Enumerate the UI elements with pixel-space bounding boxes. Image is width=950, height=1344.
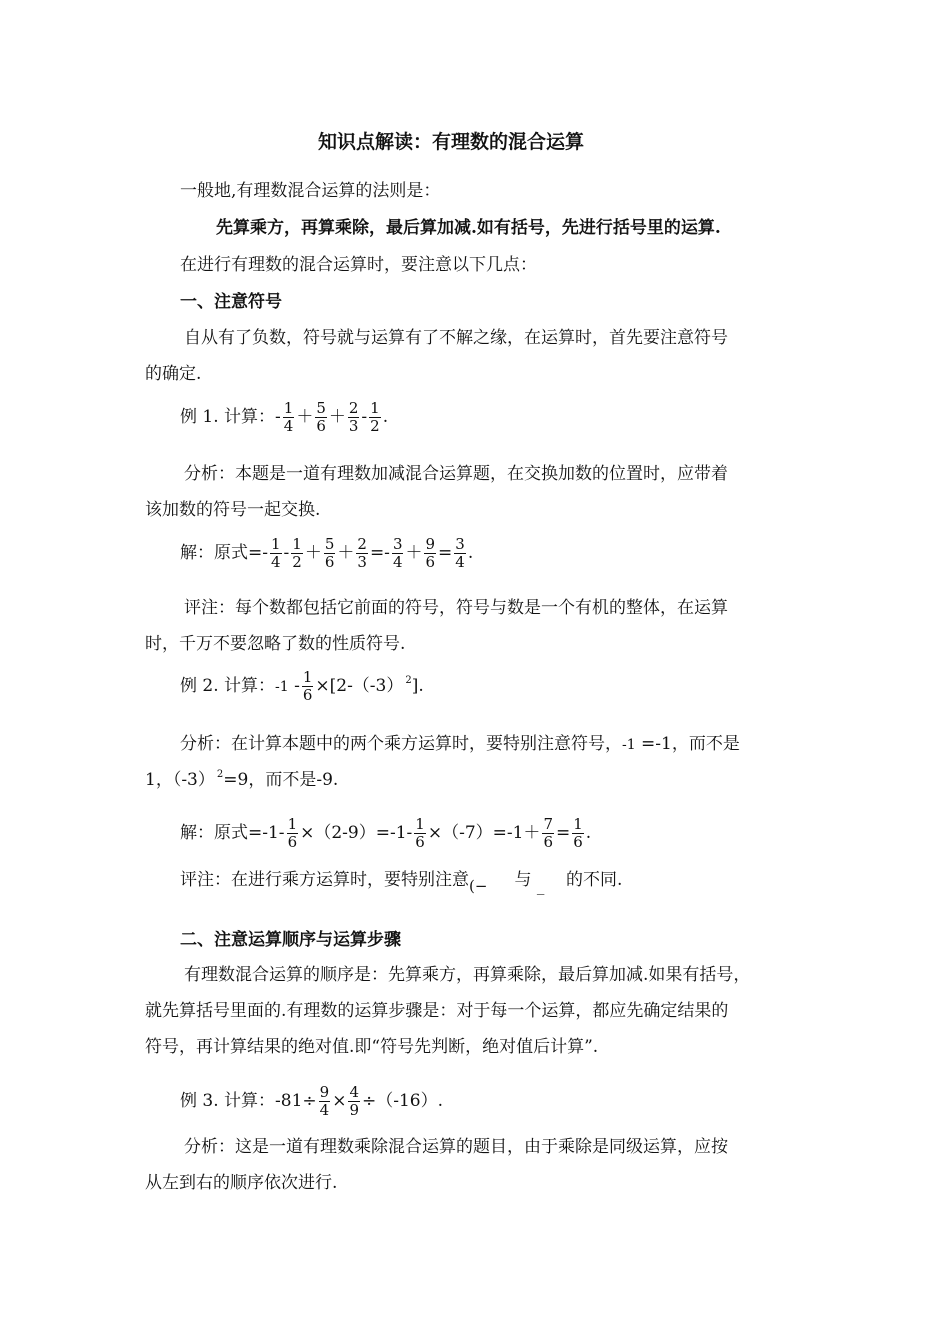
fraction: $\frac{1}{2}$ (292, 535, 302, 571)
fraction: $\frac{3}{4}$ (455, 535, 465, 571)
section2-para-line1: 有理数混合运算的顺序是：先算乘方，再算乘除，最后算加减.如果有括号， (184, 965, 751, 985)
fraction: $\frac{5}{6}$ (324, 535, 335, 571)
section1-para-line2: 的确定. (145, 364, 202, 384)
analysis1-line1: 分析：本题是一道有理数加减混合运算题，在交换加数的位置时，应带着 (184, 464, 728, 484)
fraction: $\frac{9}{4}$ (319, 1083, 330, 1119)
section2-heading: 二、注意运算顺序与运算步骤 (180, 930, 401, 950)
comment2: 评注：在进行乘方运算时，要特别注意(− 与 _ 的不同. (180, 870, 623, 895)
fraction: $\frac{1}{6}$ (415, 815, 425, 851)
comment1-line1: 评注：每个数都包括它前面的符号，符号与数是一个有机的整体，在运算 (184, 598, 728, 618)
fraction: $\frac{1}{6}$ (287, 815, 298, 851)
solution2: 解：原式=-1- $\frac{1}{6}$ ×（2-9）=-1- $\frac{1}{6}$ ×（-7）=-1＋ $\frac{7}{6}$ = $\frac{1}{6}$ . (180, 815, 592, 851)
fraction: $\frac{7}{6}$ (543, 815, 553, 851)
fraction: $\frac{1}{6}$ (302, 668, 313, 704)
fraction: $\frac{4}{9}$ (349, 1083, 359, 1119)
analysis2-line1: 分析：在计算本题中的两个乘方运算时，要特别注意符号，-1 =-1，而不是 (180, 734, 740, 754)
analysis3-line2: 从左到右的顺序依次进行. (145, 1173, 338, 1193)
intro-text: 一般地,有理数混合运算的法则是： (180, 181, 441, 201)
section2-para-line2: 就先算括号里面的.有理数的运算步骤是：对于每一个运算，都应先确定结果的 (145, 1001, 729, 1021)
notes-intro: 在进行有理数的混合运算时，要注意以下几点： (180, 255, 537, 275)
section1-heading: 一、注意符号 (180, 292, 282, 312)
page-title: 知识点解读：有理数的混合运算 (318, 131, 585, 153)
fraction: $\frac{2}{3}$ (348, 399, 359, 435)
section2-para-line3: 符号，再计算结果的绝对值.即“符号先判断，绝对值后计算”. (145, 1037, 599, 1057)
example3: 例 3. 计算：-81÷ $\frac{9}{4}$ × $\frac{4}{9}$ ÷（-16）. (180, 1083, 444, 1119)
analysis1-line2: 该加数的符号一起交换. (145, 500, 321, 520)
rule-text: 先算乘方，再算乘除，最后算加减.如有括号，先进行括号里的运算. (216, 218, 721, 238)
fraction: $\frac{1}{4}$ (283, 399, 294, 435)
comment1-line2: 时，千万不要忽略了数的性质符号. (145, 634, 406, 654)
fraction: $\frac{3}{4}$ (392, 535, 403, 571)
section1-para-line1: 自从有了负数，符号就与运算有了不解之缘，在运算时，首先要注意符号 (184, 328, 728, 348)
fraction: $\frac{2}{3}$ (357, 535, 367, 571)
fraction: $\frac{9}{6}$ (425, 535, 436, 571)
example1: 例 1. 计算：- $\frac{1}{4}$ ＋ $\frac{5}{6}$ ＋ $\frac{2}{3}$ - $\frac{1}{2}$ . (180, 399, 389, 435)
solution1: 解：原式=- $\frac{1}{4}$ - $\frac{1}{2}$ ＋ $\frac{5}{6}$ ＋ $\frac{2}{3}$ =- $\frac{3}{4}$ ＋ $\frac{9}{6}$ = $\frac{3}{4}$ . (180, 535, 474, 571)
fraction: $\frac{1}{6}$ (573, 815, 583, 851)
analysis3-line1: 分析：这是一道有理数乘除混合运算的题目，由于乘除是同级运算，应按 (184, 1137, 728, 1157)
example2: 例 2. 计算：-1 - $\frac{1}{6}$ ×[2-（-3） $^2$]. (180, 668, 424, 704)
fraction: $\frac{1}{4}$ (271, 535, 281, 571)
analysis2-line2: 1，（-3） $^2$=9，而不是-9. (145, 769, 339, 790)
example1-label: 例 1. 计算： (180, 407, 276, 427)
fraction: $\frac{1}{2}$ (370, 399, 380, 435)
fraction: $\frac{5}{6}$ (316, 399, 326, 435)
